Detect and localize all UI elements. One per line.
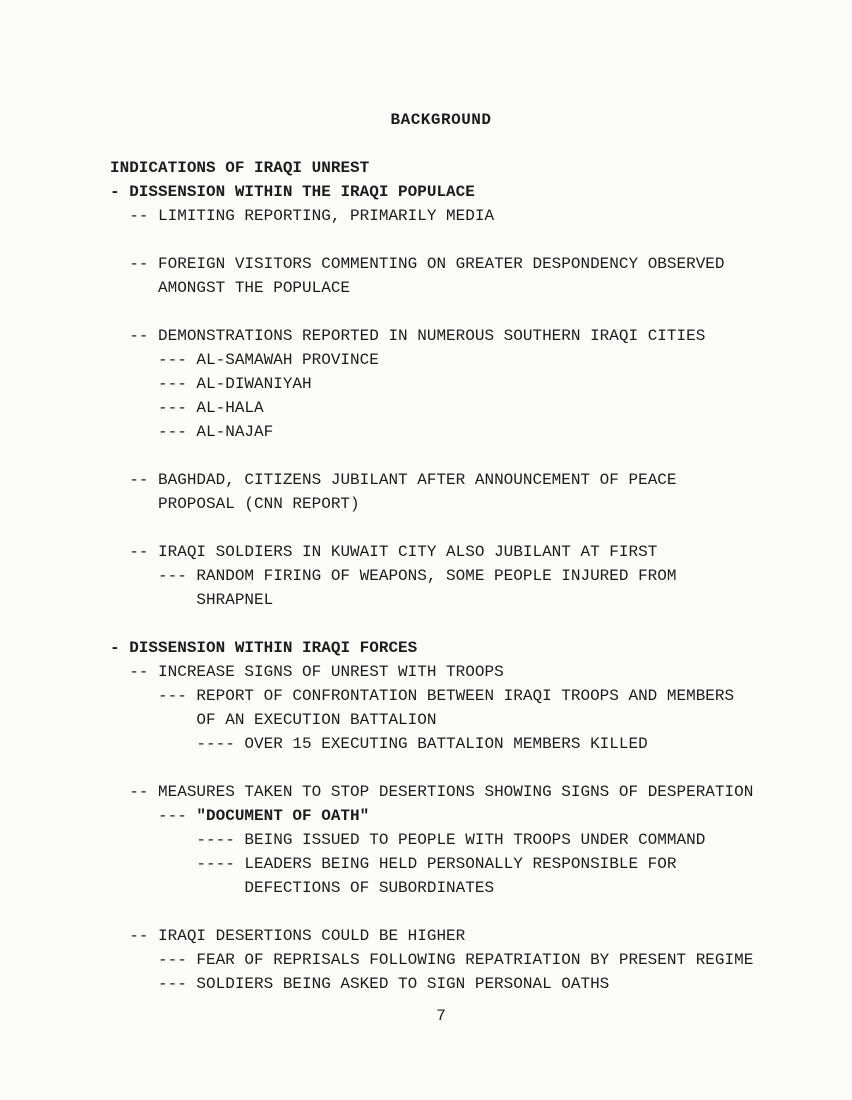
doc-line: --- AL-SAMAWAH PROVINCE	[158, 351, 379, 369]
doc-line: --- SOLDIERS BEING ASKED TO SIGN PERSONAL OATHS	[158, 975, 610, 993]
doc-line: - DISSENSION WITHIN IRAQI FORCES	[110, 639, 418, 657]
document-title: BACKGROUND	[390, 111, 492, 129]
doc-line: --- AL-HALA	[158, 399, 264, 417]
doc-line: -- MEASURES TAKEN TO STOP DESERTIONS SHOWING SIGNS OF DESPERATION	[129, 783, 754, 801]
doc-line: AMONGST THE POPULACE	[158, 279, 351, 297]
doc-line: --- REPORT OF CONFRONTATION BETWEEN IRAQI TROOPS AND MEMBERS	[158, 687, 735, 705]
blank-line	[110, 444, 772, 468]
doc-line: -- BAGHDAD, CITIZENS JUBILANT AFTER ANNOUNCEMENT OF PEACE	[129, 471, 677, 489]
doc-line: --- AL-DIWANIYAH	[158, 375, 312, 393]
doc-line: ---- OVER 15 EXECUTING BATTALION MEMBERS KILLED	[196, 735, 648, 753]
doc-line: OF AN EXECUTION BATTALION	[196, 711, 437, 729]
doc-line: -- FOREIGN VISITORS COMMENTING ON GREATER DESPONDENCY OBSERVED	[129, 255, 725, 273]
blank-line	[110, 900, 772, 924]
doc-line: --- AL-NAJAF	[158, 423, 274, 441]
blank-line	[110, 300, 772, 324]
doc-line: --- FEAR OF REPRISALS FOLLOWING REPATRIATION BY PRESENT REGIME	[158, 951, 754, 969]
blank-line	[110, 756, 772, 780]
document-lines	[110, 156, 772, 996]
doc-line: -- IRAQI SOLDIERS IN KUWAIT CITY ALSO JUBILANT AT FIRST	[129, 543, 658, 561]
doc-line	[110, 804, 772, 828]
doc-line: -- IRAQI DESERTIONS COULD BE HIGHER	[129, 927, 466, 945]
doc-line: ---- BEING ISSUED TO PEOPLE WITH TROOPS UNDER COMMAND	[196, 831, 706, 849]
blank-line	[110, 612, 772, 636]
doc-line: PROPOSAL (CNN REPORT)	[158, 495, 360, 513]
doc-line: INDICATIONS OF IRAQI UNREST	[110, 159, 370, 177]
doc-line: ---- LEADERS BEING HELD PERSONALLY RESPONSIBLE FOR	[196, 855, 677, 873]
doc-line-segment: ---	[158, 807, 197, 825]
doc-line: --- RANDOM FIRING OF WEAPONS, SOME PEOPLE INJURED FROM	[158, 567, 677, 585]
doc-line-segment: "DOCUMENT OF OATH"	[196, 807, 370, 825]
blank-line	[110, 228, 772, 252]
blank-line	[110, 516, 772, 540]
doc-line: -- INCREASE SIGNS OF UNREST WITH TROOPS	[129, 663, 504, 681]
doc-line: - DISSENSION WITHIN THE IRAQI POPULACE	[110, 183, 475, 201]
doc-line: DEFECTIONS OF SUBORDINATES	[244, 879, 495, 897]
doc-line: -- LIMITING REPORTING, PRIMARILY MEDIA	[129, 207, 495, 225]
doc-line: -- DEMONSTRATIONS REPORTED IN NUMEROUS SOUTHERN IRAQI CITIES	[129, 327, 706, 345]
page-number: 7	[436, 1007, 446, 1025]
doc-line: SHRAPNEL	[196, 591, 274, 609]
